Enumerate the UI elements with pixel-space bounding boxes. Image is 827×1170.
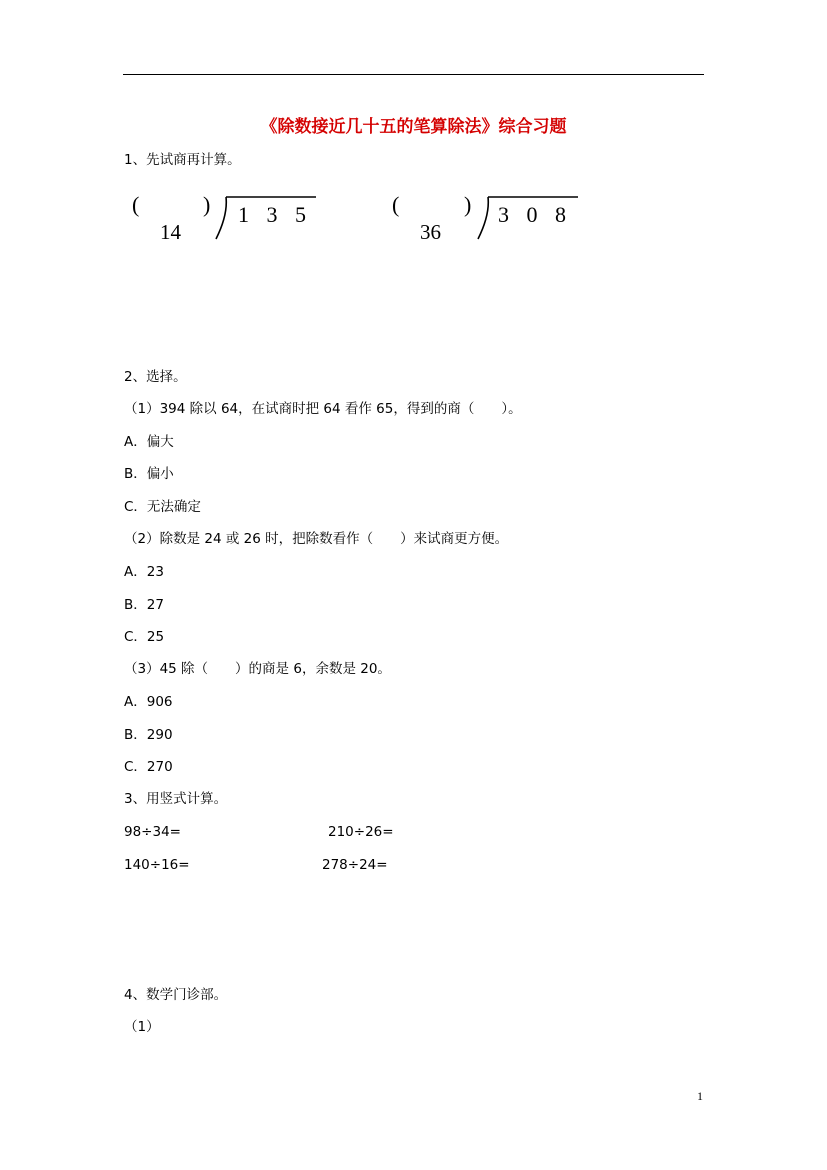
open-paren: ( bbox=[392, 192, 400, 217]
q1-heading: 1、先试商再计算。 bbox=[124, 152, 241, 168]
calc-item: 278÷24= bbox=[322, 857, 388, 873]
q2-sub3-option-b: B．290 bbox=[124, 727, 173, 743]
calc-item: 210÷26= bbox=[328, 824, 394, 840]
q2-sub2-option-b: B．27 bbox=[124, 597, 164, 613]
q2-sub3-question: （3）45 除（ ）的商是 6，余数是 20。 bbox=[124, 661, 391, 677]
q2-sub2-option-a: A．23 bbox=[124, 564, 164, 580]
divisor: 14 bbox=[160, 220, 181, 244]
q2-sub2-question: （2）除数是 24 或 26 时，把除数看作（ ）来试商更方便。 bbox=[124, 531, 509, 547]
dividend: 3 0 8 bbox=[498, 202, 572, 227]
close-paren: ) bbox=[464, 192, 472, 217]
q2-sub3-option-c: C．270 bbox=[124, 759, 173, 775]
q2-sub1-option-b: B．偏小 bbox=[124, 466, 174, 482]
calc-item: 140÷16= bbox=[124, 857, 190, 873]
q4-sub1-label: （1） bbox=[124, 1019, 160, 1035]
page-title: 《除数接近几十五的笔算除法》综合习题 bbox=[260, 117, 567, 137]
q3-heading: 3、用竖式计算。 bbox=[124, 791, 228, 807]
q4-heading: 4、数学门诊部。 bbox=[124, 987, 228, 1003]
q2-sub3-option-a: A．906 bbox=[124, 694, 173, 710]
page-number: 1 bbox=[697, 1089, 703, 1103]
q2-sub1-option-a: A．偏大 bbox=[124, 434, 174, 450]
q2-sub1-option-c: C．无法确定 bbox=[124, 499, 201, 515]
calc-item: 98÷34= bbox=[124, 824, 181, 840]
dividend: 1 3 5 bbox=[238, 202, 312, 227]
open-paren: ( bbox=[132, 192, 140, 217]
q2-sub2-option-c: C．25 bbox=[124, 629, 165, 645]
q2-heading: 2、选择。 bbox=[124, 369, 187, 385]
close-paren: ) bbox=[203, 192, 211, 217]
q2-sub1-question: （1）394 除以 64，在试商时把 64 看作 65，得到的商（ ）。 bbox=[124, 401, 522, 417]
header-rule bbox=[123, 74, 704, 75]
divisor: 36 bbox=[420, 220, 441, 244]
